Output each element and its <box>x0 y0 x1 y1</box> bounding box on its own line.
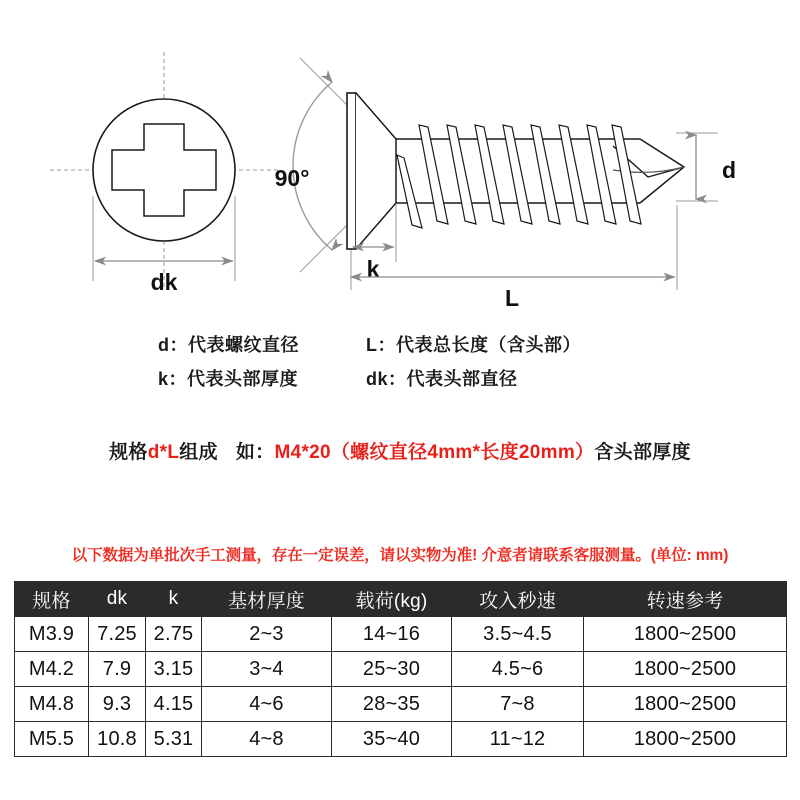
table-row <box>15 687 787 722</box>
legend-description: 代表螺纹直径 <box>188 335 299 355</box>
cell-drive-speed: 4.5~6 <box>452 652 584 687</box>
thread-group <box>419 125 641 224</box>
cell-drive-speed: 7~8 <box>452 687 584 722</box>
head-top-view <box>50 52 278 295</box>
cell-drive-speed: 11~12 <box>452 722 584 757</box>
cell-load: 14~16 <box>332 617 452 652</box>
spec-example-value: M4*20 <box>274 442 331 463</box>
legend-row <box>0 328 800 362</box>
cell-drive-speed: 3.5~4.5 <box>452 617 584 652</box>
cell-spec: M4.2 <box>15 652 89 687</box>
cell-dk: 7.9 <box>89 652 146 687</box>
table-row <box>15 722 787 757</box>
spec-table-container <box>14 581 786 757</box>
legend-row <box>0 362 800 396</box>
cell-spec: M3.9 <box>15 617 89 652</box>
thread-tooth <box>503 125 532 224</box>
legend-symbol: d <box>158 335 170 355</box>
legend-item-k <box>134 362 366 396</box>
cell-rpm-reference: 1800~2500 <box>584 687 787 722</box>
cell-load: 28~35 <box>332 687 452 722</box>
cell-base-thickness: 4~6 <box>202 687 332 722</box>
dk-dimension-label: dk <box>150 269 178 295</box>
table-row <box>15 652 787 687</box>
legend-description: 代表头部直径 <box>406 369 518 389</box>
screw-side-view <box>347 93 684 249</box>
thread-tooth <box>559 125 588 224</box>
column-header-drive-speed: 攻入秒速 <box>452 582 584 617</box>
thread-tooth <box>419 125 448 224</box>
table-header-row <box>15 582 787 617</box>
spec-example-label: 如： <box>235 442 275 463</box>
L-dimension-label: L <box>504 285 520 311</box>
thread-tooth <box>612 125 641 224</box>
countersunk-cone <box>356 93 396 249</box>
cell-rpm-reference: 1800~2500 <box>584 617 787 652</box>
legend-symbol: L <box>366 335 378 355</box>
k-dimension-label: k <box>366 256 380 282</box>
thread-tooth <box>447 125 476 224</box>
spec-after-code: 组成 <box>179 442 218 463</box>
thread-tooth <box>475 125 504 224</box>
legend-description: 代表总长度（含头部） <box>396 335 581 355</box>
legend-separator: ： <box>168 369 188 389</box>
cell-k: 4.15 <box>146 687 202 722</box>
legend-item-dk <box>366 362 666 396</box>
column-header-k: k <box>146 582 202 617</box>
cell-k: 5.31 <box>146 722 202 757</box>
cell-dk: 7.25 <box>89 617 146 652</box>
spec-example-detail: （螺纹直径4mm*长度20mm） <box>330 442 595 463</box>
column-header-base-thickness: 基材厚度 <box>202 582 332 617</box>
table-row <box>15 617 787 652</box>
symbol-legend <box>0 328 800 396</box>
spec-prefix: 规格 <box>109 442 148 463</box>
L-dimension <box>351 205 677 311</box>
spec-accent-code: d*L <box>147 442 180 463</box>
cell-base-thickness: 4~8 <box>202 722 332 757</box>
legend-item-L <box>366 328 666 362</box>
screw-technical-drawing <box>0 0 800 320</box>
thread-tooth <box>397 155 422 228</box>
column-header-spec: 规格 <box>15 582 89 617</box>
thread-tooth <box>587 125 616 224</box>
spec-table <box>14 581 787 757</box>
cell-spec: M5.5 <box>15 722 89 757</box>
legend-symbol: k <box>158 369 169 389</box>
column-header-dk: dk <box>89 582 146 617</box>
thread-tooth <box>531 125 560 224</box>
cell-base-thickness: 3~4 <box>202 652 332 687</box>
legend-description: 代表头部厚度 <box>187 369 299 389</box>
cell-dk: 10.8 <box>89 722 146 757</box>
cell-load: 25~30 <box>332 652 452 687</box>
legend-separator: ： <box>377 335 396 355</box>
legend-symbol: dk <box>366 369 389 389</box>
column-header-load: 载荷(kg) <box>332 582 452 617</box>
legend-separator: ： <box>169 335 188 355</box>
column-header-rpm-reference: 转速参考 <box>584 582 787 617</box>
cell-rpm-reference: 1800~2500 <box>584 722 787 757</box>
measurement-disclaimer: 以下数据为单批次手工测量，存在一定误差，请以实物为准! 介意者请联系客服测量。(单位: mm) <box>71 547 729 564</box>
d-dimension-label: d <box>722 157 737 183</box>
legend-item-d <box>134 328 366 362</box>
cell-spec: M4.8 <box>15 687 89 722</box>
cell-base-thickness: 2~3 <box>202 617 332 652</box>
cell-load: 35~40 <box>332 722 452 757</box>
cell-k: 3.15 <box>146 652 202 687</box>
cell-dk: 9.3 <box>89 687 146 722</box>
head-flat-face <box>347 93 356 249</box>
angle-label: 90° <box>274 165 310 191</box>
spec-composition-line <box>0 437 800 464</box>
spec-suffix: 含头部厚度 <box>594 442 691 463</box>
cell-rpm-reference: 1800~2500 <box>584 652 787 687</box>
legend-separator: ： <box>388 369 407 389</box>
cell-k: 2.75 <box>146 617 202 652</box>
